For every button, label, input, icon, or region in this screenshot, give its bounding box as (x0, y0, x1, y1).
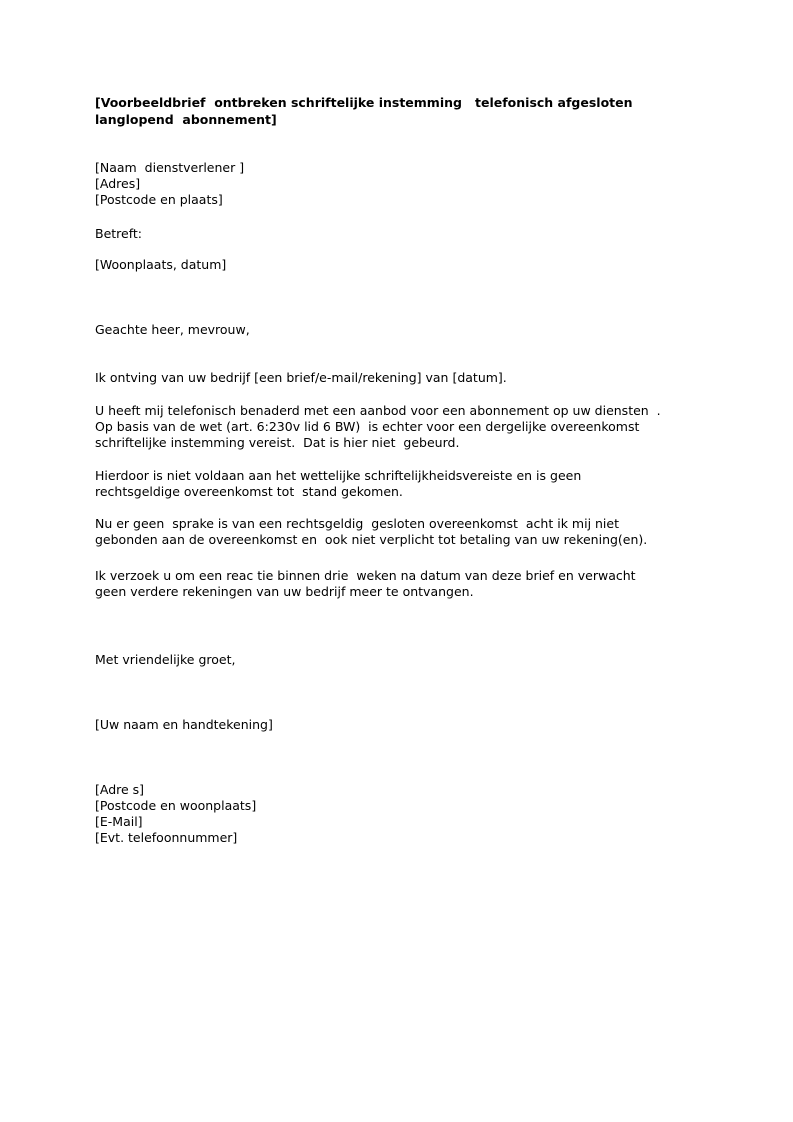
closing: Met vriendelijke groet, (95, 652, 236, 667)
sender-email: [E-Mail] (95, 814, 143, 829)
paragraph-4-line-1: Nu er geen sprake is van een rechtsgeldig gesloten overeenkomst acht ik mij niet (95, 516, 619, 531)
recipient-address: [Adres] (95, 176, 141, 191)
paragraph-2-line-1: U heeft mij telefonisch benaderd met een aanbod voor een abonnement op uw diensten . (95, 403, 661, 418)
paragraph-1-line-1: Ik ontving van uw bedrijf [een brief/e-mail/rekening] van [datum]. (95, 370, 507, 385)
recipient-postcode: [Postcode en plaats] (95, 192, 223, 207)
paragraph-2-line-2: Op basis van de wet (art. 6:230v lid 6 BW) is echter voor een dergelijke overeenkomst (95, 419, 640, 434)
place-date: [Woonplaats, datum] (95, 257, 227, 272)
paragraph-5-line-2: geen verdere rekeningen van uw bedrijf meer te ontvangen. (95, 584, 474, 599)
subject-line: Betreft: (95, 226, 143, 241)
paragraph-4-line-2: gebonden aan de overeenkomst en ook niet verplicht tot betaling van uw rekening(en). (95, 532, 648, 547)
paragraph-5-line-1: Ik verzoek u om een reac tie binnen drie weken na datum van deze brief en verwacht (95, 568, 636, 583)
sender-postcode: [Postcode en woonplaats] (95, 798, 257, 813)
paragraph-3-line-1: Hierdoor is niet voldaan aan het wettelijke schriftelijkheidsvereiste en is geen (95, 468, 582, 483)
recipient-name: [Naam dienstverlener ] (95, 160, 245, 175)
letter-title-line-1: [Voorbeeldbrief ontbreken schriftelijke instemming telefonisch afgesloten (95, 95, 633, 110)
sender-phone: [Evt. telefoonnummer] (95, 830, 238, 845)
paragraph-2-line-3: schriftelijke instemming vereist. Dat is hier niet gebeurd. (95, 435, 460, 450)
paragraph-3-line-2: rechtsgeldige overeenkomst tot stand gekomen. (95, 484, 403, 499)
salutation: Geachte heer, mevrouw, (95, 322, 250, 337)
signature-placeholder: [Uw naam en handtekening] (95, 717, 273, 732)
letter-title-line-2: langlopend abonnement] (95, 112, 277, 127)
sender-address: [Adre s] (95, 782, 145, 797)
